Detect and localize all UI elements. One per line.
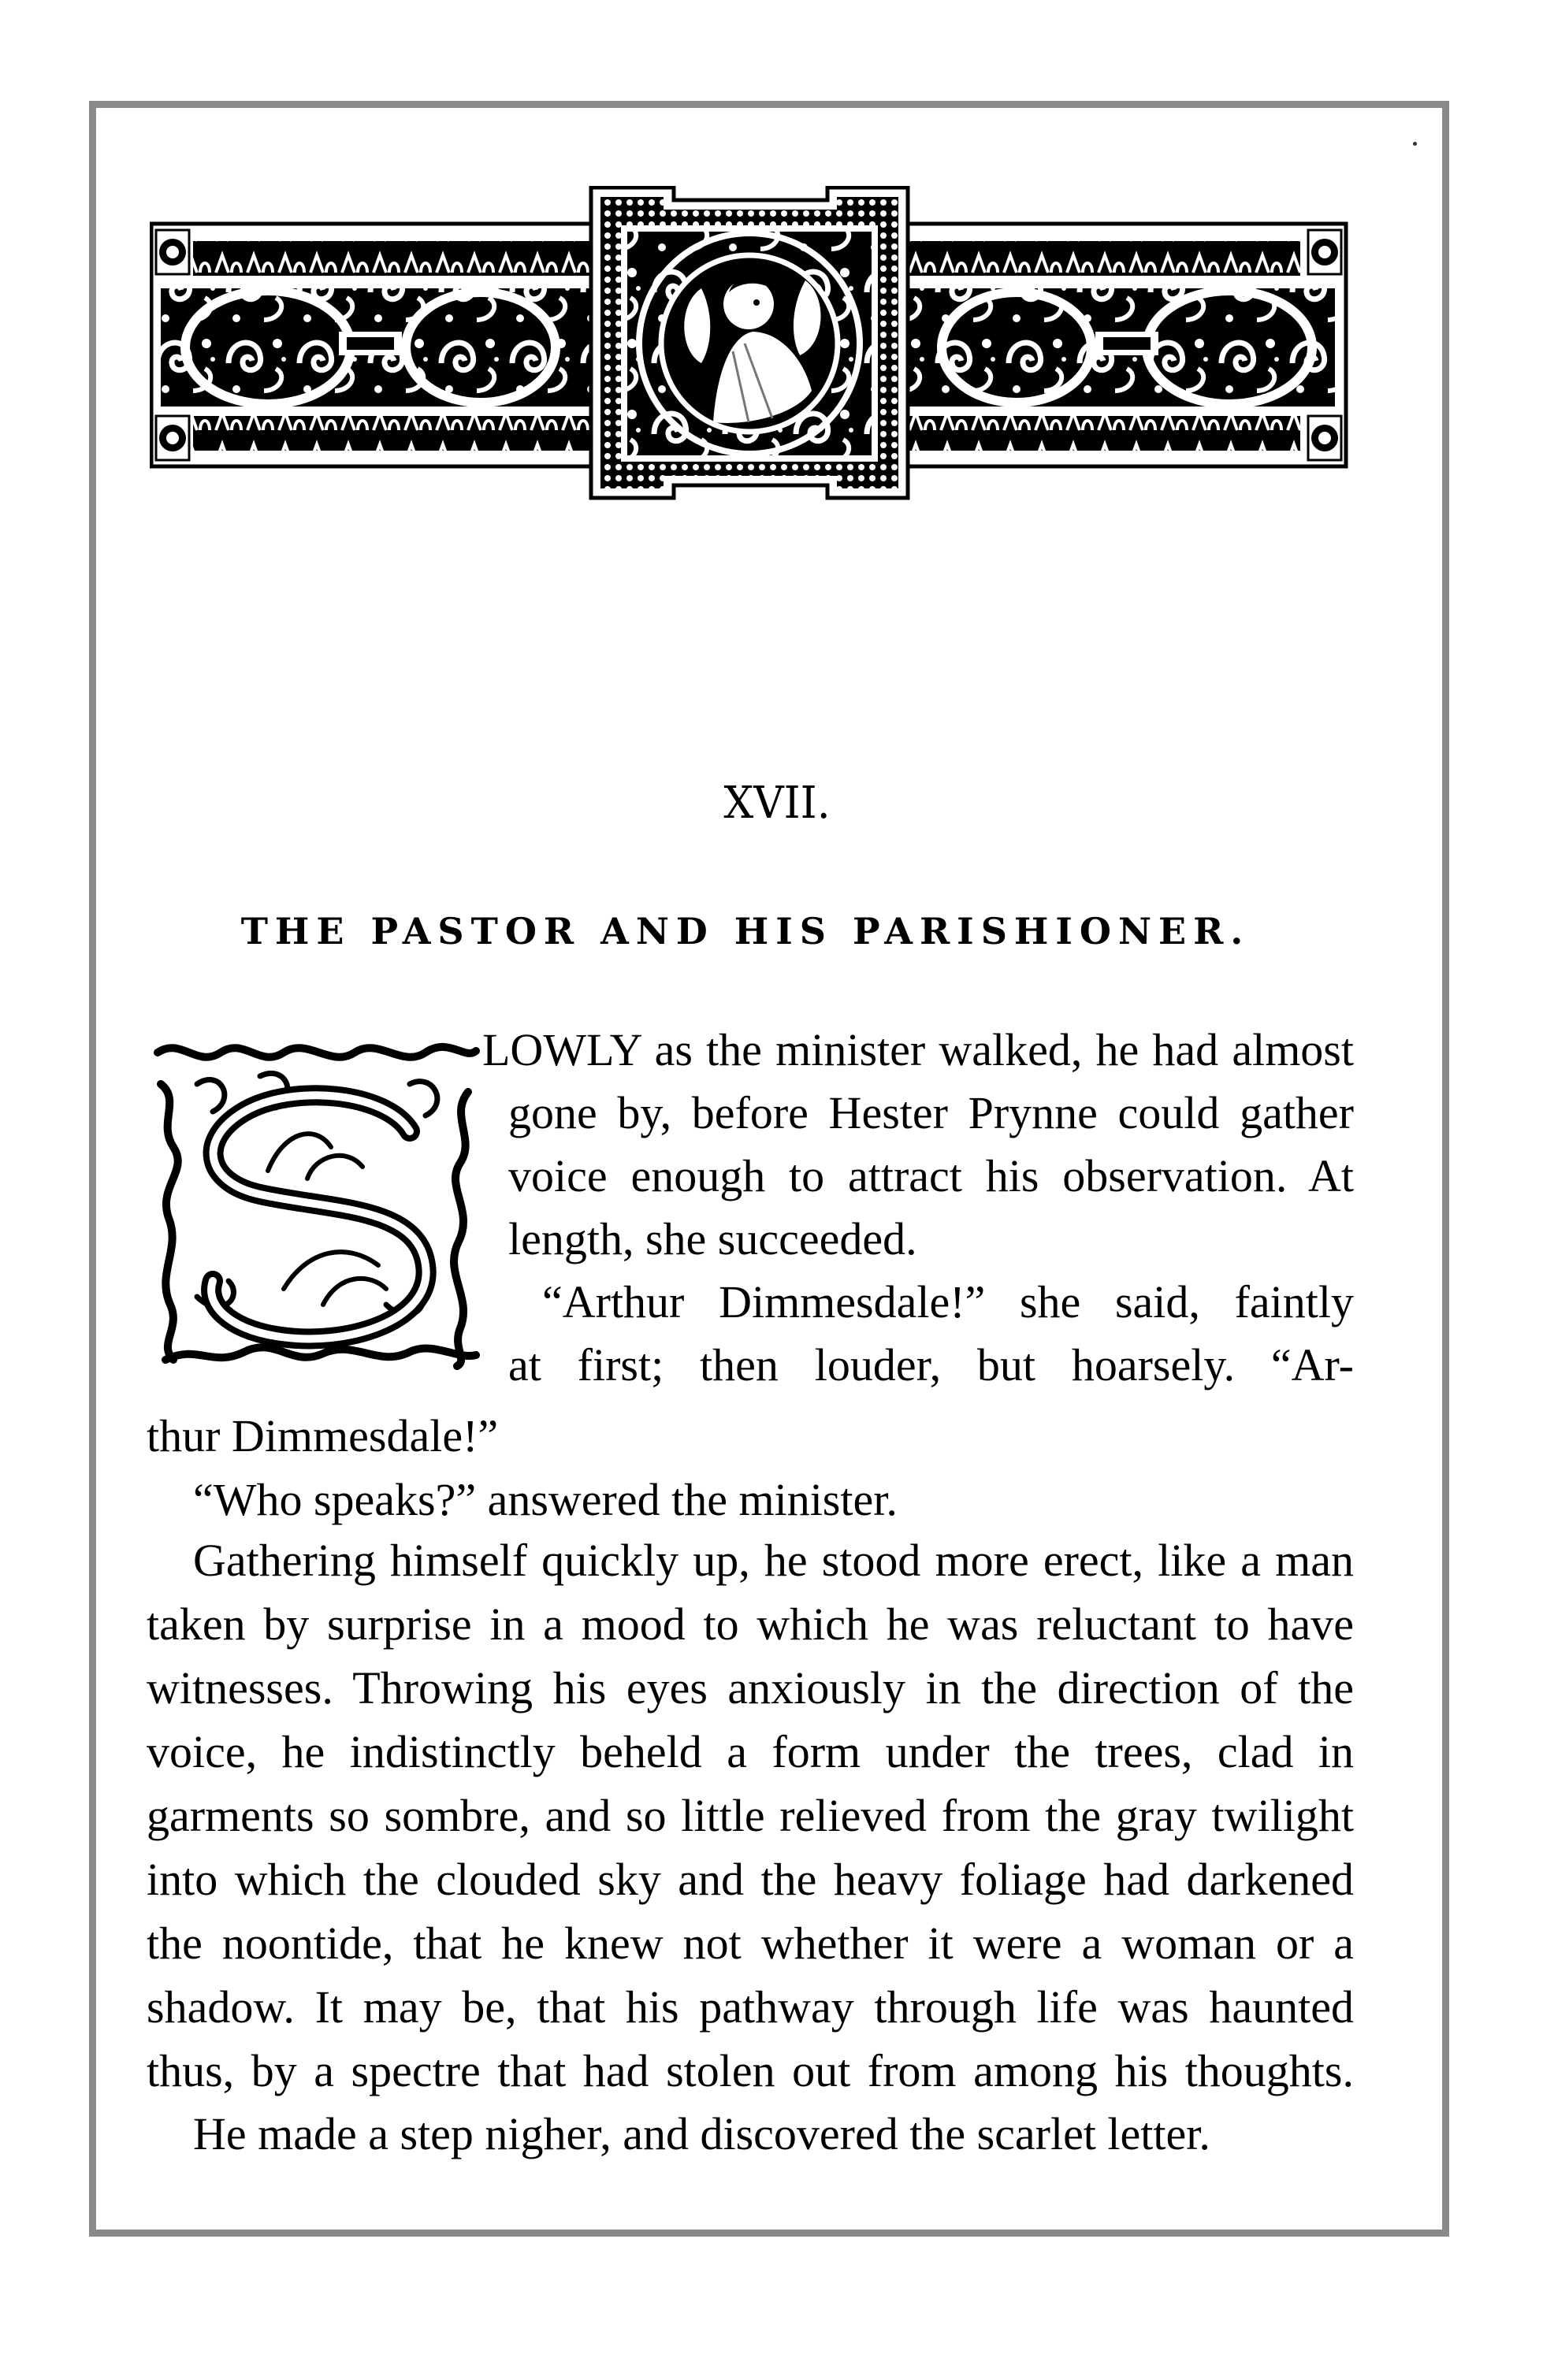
drop-cap-s-icon xyxy=(150,1037,484,1371)
center-medallion-panel xyxy=(591,188,908,498)
right-band xyxy=(906,224,1346,466)
text-line: He made a step nigher, and discovered the scarlet letter. xyxy=(193,2108,1210,2159)
text-line: voice enough to attract his observation. At xyxy=(508,1150,1354,1201)
text-line: into which the clouded sky and the heavy foliage had darkened xyxy=(147,1854,1354,1905)
text-line: “Arthur Dimmesdale!” she said, faintly xyxy=(542,1276,1354,1327)
text-line: LOWLY as the minister walked, he had almost xyxy=(482,1024,1354,1075)
text-line: voice, he indistinctly beheld a form under the trees, clad in xyxy=(147,1726,1354,1777)
text-line: length, she succeeded. xyxy=(508,1213,917,1264)
text-line: shadow. It may be, that his pathway through life was haunted xyxy=(147,1981,1354,2033)
text-line: the noontide, that he knew not whether it were a woman or a xyxy=(147,1918,1354,1969)
ink-speck xyxy=(1413,142,1417,146)
text-line: garments so sombre, and so little relieved from the gray twilight xyxy=(147,1790,1354,1841)
text-line: “Who speaks?” answered the minister. xyxy=(193,1474,898,1525)
text-line: thus, by a spectre that had stolen out from among his thoughts. xyxy=(147,2045,1354,2096)
text-line: witnesses. Throwing his eyes anxiously in the direction of the xyxy=(147,1662,1354,1714)
chapter-number: XVII. xyxy=(723,778,831,829)
headpiece-ornament xyxy=(150,186,1349,501)
text-line: at first; then louder, but hoarsely. “Ar- xyxy=(508,1339,1354,1390)
left-band xyxy=(151,224,593,466)
chapter-title: THE PASTOR AND HIS PARISHIONER. xyxy=(240,910,1251,952)
text-line: Gathering himself quickly up, he stood more erect, like a man xyxy=(193,1535,1354,1586)
text-line: gone by, before Hester Prynne could gather xyxy=(508,1087,1354,1138)
text-line: thur Dimmesdale!” xyxy=(147,1410,499,1461)
text-line: taken by surprise in a mood to which he was reluctant to have xyxy=(147,1598,1354,1650)
